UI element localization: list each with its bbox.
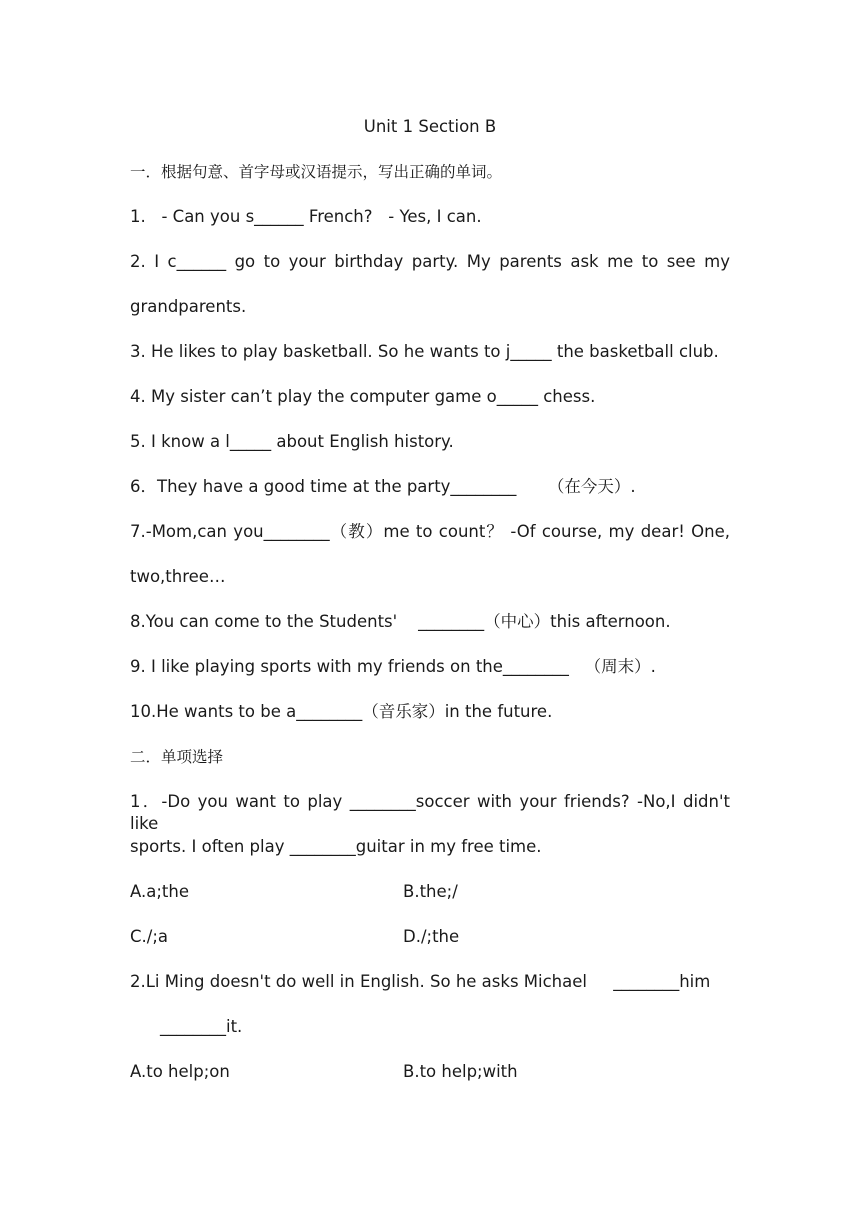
question-2-line1: 2. I c______ go to your birthday party. My parents ask me to see my (130, 252, 730, 271)
question-7-line1: 7.-Mom,can you________（教）me to count？ -Of course, my dear! One, (130, 522, 730, 541)
mc-q2-option-a: A.to help;on (130, 1062, 230, 1081)
mc-q1-option-a: A.a;the (130, 882, 189, 901)
question-9: 9. I like playing sports with my friends on the________ （周末）. (130, 657, 656, 676)
question-5: 5. I know a l_____ about English history. (130, 432, 454, 451)
mc-q1-option-c: C./;a (130, 927, 168, 946)
mc-q1-option-b: B.the;/ (403, 882, 458, 901)
mc-question-2-line2: ________it. (160, 1017, 243, 1036)
mc-question-1-line2: sports. I often play ________guitar in my free time. (130, 837, 542, 856)
question-4: 4. My sister can’t play the computer game o_____ chess. (130, 387, 596, 406)
question-10: 10.He wants to be a________（音乐家）in the future. (130, 702, 553, 721)
question-7-line2: two,three… (130, 567, 226, 586)
page-title: Unit 1 Section B (363, 117, 497, 136)
document-page (130, 0, 730, 1216)
part2-heading: 二．单项选择 (130, 748, 224, 766)
part1-heading: 一．根据句意、首字母或汉语提示，写出正确的单词。 (130, 163, 503, 181)
mc-question-2-line1: 2.Li Ming doesn't do well in English. So he asks Michael ________him (130, 972, 711, 991)
question-6: 6．They have a good time at the party________ （在今天）. (130, 477, 636, 496)
mc-q1-option-d: D./;the (403, 927, 460, 946)
mc-q2-option-b: B.to help;with (403, 1062, 518, 1081)
question-8: 8.You can come to the Students' ________（中心）this afternoon. (130, 612, 671, 631)
mc-question-1-line1: 1．-Do you want to play ________soccer with your friends? -No,I didn't like (130, 792, 730, 833)
question-1: 1. - Can you s______ French? - Yes, I can. (130, 207, 482, 226)
question-2-line2: grandparents. (130, 297, 247, 316)
question-3: 3. He likes to play basketball. So he wants to j_____ the basketball club. (130, 342, 719, 361)
